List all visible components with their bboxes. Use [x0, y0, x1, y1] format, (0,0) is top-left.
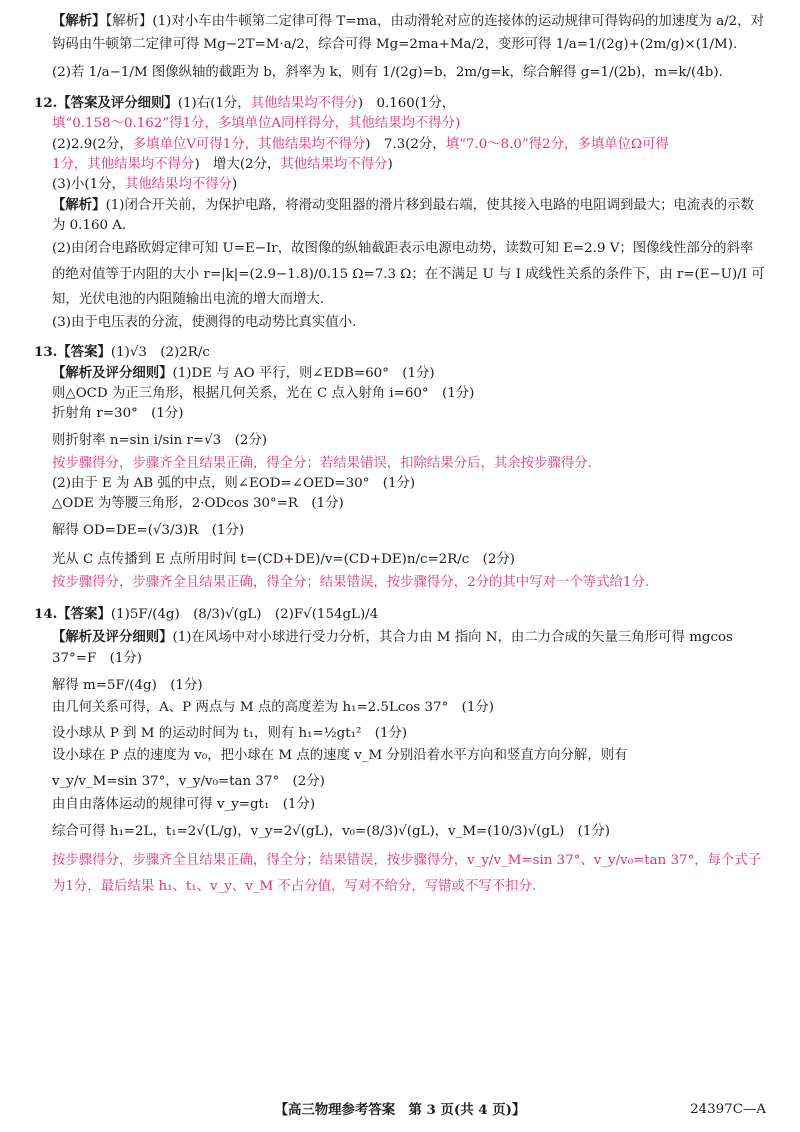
q12-number: 12.: [34, 95, 58, 112]
q13-answer: (1)√3 (2)2R/c: [110, 344, 210, 360]
q14-analysis-4: 设小球从 P 到 M 的运动时间为 t₁，则有 h₁=½gt₁² (1分): [52, 726, 408, 742]
q12-ans-1: (1)右(1分，: [177, 96, 251, 112]
q14-analysis-1-text: (1)在风场中对小球进行受力分析，其合力由 M 指向 N，由二力合成的矢量三角形可得 mgcos 37°=F (1分): [52, 630, 733, 666]
q13-rule-1: 按步骤得分，步骤齐全且结果正确，得全分；若结果错误，扣除结果分后，其余按步骤得分.: [52, 455, 592, 471]
q13-analysis-1: [34, 363, 766, 384]
footer-title: 【高三物理参考答案 第 3 页(共 4 页)】: [274, 1101, 526, 1118]
q12-ans-2-cont-d: ): [387, 156, 393, 172]
q13-analysis-4: 则折射率 n=sin i/sin r=√3 (2分): [52, 433, 267, 449]
q12-analysis-1-text: (1)闭合开关前，为保护电路，将滑动变阻器的滑片移到最右端，使其接入电路的电阻调到最大；电流表的示数为 0.160 A.: [52, 197, 754, 234]
q14-answer: (1)5F/(4g) (8/3)√(gL) (2)F√(154gL)/4: [110, 606, 379, 622]
q14-rule: 按步骤得分，步骤齐全且结果正确，得全分；结果错误，按步骤得分，v_y/v_M=sin 37°、v_y/v₀=tan 37°，每个式子为1分，最后结果 h₁、t₁、v_y、v_M 不占分值，写对不给分，写错或不写不扣分.: [52, 853, 762, 894]
q14-answer-line: [34, 602, 766, 627]
q13-analysis-5: (2)由于 E 为 AB 弧的中点，则∠EOD=∠OED=30° (1分): [52, 475, 416, 491]
q12-analysis-label: 【解析】: [52, 196, 106, 213]
q12-analysis-3: (3)由于电压表的分流，使测得的电动势比真实值小.: [52, 314, 357, 330]
q12-ans-2-a: (2)2.9(2分，: [52, 136, 133, 152]
q11-analysis-1: 【解析】【解析】(1)对小车由牛顿第二定律可得 T=ma，由动滑轮对应的连接体的运动规律可得钩码的加速度为 a/2，对钩码由牛顿第二定律可得 Mg−2T=M·a/2，综合可得 Mg=2ma+Ma/2，变形可得 1/a=1/(2g)+(2m/g)×(1/M).: [52, 13, 764, 53]
q13-rule-2: 按步骤得分，步骤齐全且结果正确，得全分；结果错误，按步骤得分，2分的其中写对一个等式给1分.: [52, 574, 650, 590]
q13-analysis-7: 解得 OD=DE=(√3/3)R (1分): [52, 522, 245, 538]
q13-number: 13.: [34, 343, 58, 360]
q14-number: 14.: [34, 605, 58, 622]
q12-ans-2: [34, 135, 766, 155]
q13-answer-line: [34, 342, 766, 363]
q12-answer-line: [34, 93, 766, 114]
q12-ans-1-rule: 填“0.158～0.162”得1分，多填单位A同样得分，其他结果均不得分): [52, 116, 461, 132]
q12-ans-1-after: ) 0.160(1分，: [357, 96, 456, 112]
q12-ans-3: [34, 175, 766, 195]
q13-analysis-8: 光从 C 点传播到 E 点所用时间 t=(CD+DE)/v=(CD+DE)n/c=2R/c (2分): [52, 552, 516, 568]
q14-label: 【答案】: [57, 605, 111, 622]
q12-ans-2-cont-c: 其他结果均不得分: [280, 156, 388, 172]
q11-analysis-1-text: 【解析】(1)对小车由牛顿第二定律可得 T=ma，由动滑轮对应的连接体的运动规律可得钩码的加速度为 a/2，对钩码由牛顿第二定律可得 Mg−2T=M·a/2，综合可得 Mg=2ma+Ma/2，变形可得 1/a=1/(2g)+(2m/g)×(1/M).: [52, 14, 764, 53]
q12-analysis-2: (2)由闭合电路欧姆定律可知 U=E−Ir，故图像的纵轴截距表示电源电动势，读数可知 E=2.9 V；图像线性部分的斜率的绝对值等于内阻的大小 r=|k|=(2.9−1.8)/0.15 Ω=7.3 Ω；在不满足 U 与 I 成线性关系的条件下，由 r=(E−U)/I 可知，光伏电池的内阻随输出电流的增大而增大.: [52, 241, 765, 308]
q13-analysis-1-text: (1)DE 与 AO 平行，则∠EDB=60° (1分): [172, 365, 435, 381]
q12-ans-2-d: 填“7.0～8.0”得2分，多填单位Ω可得: [445, 136, 669, 152]
footer-code: 24397C—A: [690, 1101, 766, 1117]
q12-label: 【答案及评分细则】: [57, 95, 178, 112]
q13-analysis-6: △ODE 为等腰三角形，2·ODcos 30°=R (1分): [52, 495, 344, 511]
q14-analysis-2: 解得 m=5F/(4g) (1分): [52, 677, 203, 693]
q13-analysis-3: 折射角 r=30° (1分): [52, 405, 184, 421]
page-footer: [34, 1100, 766, 1120]
q12-ans-2-cont: [34, 155, 766, 175]
q12-analysis-1: [34, 195, 766, 236]
q14-analysis-5: 设小球在 P 点的速度为 v₀，把小球在 M 点的速度 v_M 分别沿着水平方向和竖直方向分解，则有: [52, 748, 628, 764]
q12-ans-2-cont-a: 1分，其他结果均不得分: [52, 156, 195, 172]
q12-ans-3-b: 其他结果均不得分: [124, 176, 233, 192]
q12-ans-3-c: ): [232, 176, 238, 192]
q14-analysis-3: 由几何关系可得，A、P 两点与 M 点的高度差为 h₁=2.5Lcos 37° (1分): [52, 700, 495, 716]
q12-ans-2-cont-b: ) 增大(2分，: [194, 156, 281, 172]
q14-analysis-6: v_y/v_M=sin 37°，v_y/v₀=tan 37° (2分): [52, 774, 325, 790]
q14-analysis-label: 【解析及评分细则】: [52, 629, 173, 646]
q14-analysis-1: [34, 627, 766, 668]
q12-ans-2-c: ) 7.3(2分，: [365, 136, 446, 152]
q13-analysis-2: 则△OCD 为正三角形，根据几何关系，光在 C 点入射角 i=60° (1分): [52, 385, 475, 401]
q13-label: 【答案】: [57, 343, 111, 360]
q12-ans-2-b: 多填单位V可得1分，其他结果均不得分: [132, 136, 366, 152]
q13-analysis-label: 【解析及评分细则】: [52, 364, 173, 381]
q14-analysis-8: 综合可得 h₁=2L，t₁=2√(L/g)，v_y=2√(gL)，v₀=(8/3)√(gL)，v_M=(10/3)√(gL) (1分): [52, 823, 610, 839]
q12-ans-3-a: (3)小(1分，: [52, 176, 125, 192]
q14-analysis-7: 由自由落体运动的规律可得 v_y=gt₁ (1分): [52, 796, 316, 812]
q11-analysis-2: (2)若 1/a−1/M 图像纵轴的截距为 b，斜率为 k，则有 1/(2g)=b，2m/g=k，综合解得 g=1/(2b)，m=k/(4b).: [52, 64, 723, 80]
q12-ans-1-red: 其他结果均不得分: [250, 96, 358, 112]
